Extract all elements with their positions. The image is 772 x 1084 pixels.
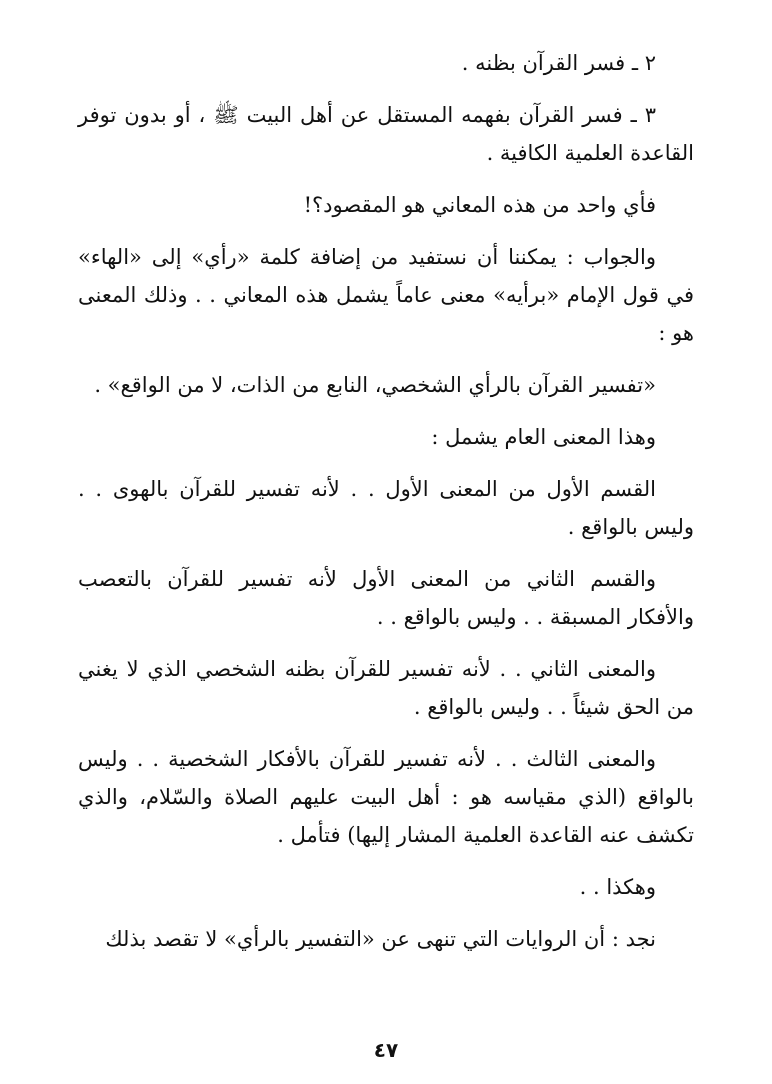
paragraph: وهكذا . . — [579, 875, 656, 899]
paragraph: والمعنى الثاني . . لأنه تفسير للقرآن بظنه الشخصي الذي لا يغني من الحق شيئاً . . وليس بالواقع . — [78, 657, 694, 719]
paragraph: القسم الأول من المعنى الأول . . لأنه تفسير للقرآن بالهوى . . وليس بالواقع . — [78, 477, 694, 539]
paragraph: والمعنى الثالث . . لأنه تفسير للقرآن بالأفكار الشخصية . . وليس بالواقع (الذي مقياسه هو : أهل البيت عليهم الصلاة والسّلام، والذي تكشف عنه القاعدة العلمية المشار إليها) فتأمل . — [78, 747, 694, 847]
answer-paragraph: والجواب : يمكننا أن نستفيد من إضافة كلمة «رأي» إلى «الهاء» في قول الإمام «برأيه» معنى عاماً يشمل هذه المعاني . . وذلك المعنى هو : — [78, 245, 694, 345]
paragraph: نجد : أن الروايات التي تنهى عن «التفسير بالرأي» لا تقصد بذلك — [105, 927, 656, 951]
paragraph: والقسم الثاني من المعنى الأول لأنه تفسير للقرآن بالتعصب والأفكار المسبقة . . وليس بالواقع . . — [78, 567, 694, 629]
paragraph: ٣ ـ فسر القرآن بفهمه المستقل عن أهل البيت ﷺ ، أو بدون توفر القاعدة العلمية الكافية . — [78, 103, 694, 165]
question-paragraph: فأي واحد من هذه المعاني هو المقصود؟! — [303, 193, 656, 217]
page-body — [78, 44, 694, 972]
paragraph: وهذا المعنى العام يشمل : — [431, 425, 656, 449]
quote-paragraph: «تفسير القرآن بالرأي الشخصي، النابع من الذات، لا من الواقع» . — [94, 373, 656, 397]
page-number: ٤٧ — [373, 1038, 399, 1062]
paragraph: ٢ ـ فسر القرآن بظنه . — [461, 51, 656, 75]
